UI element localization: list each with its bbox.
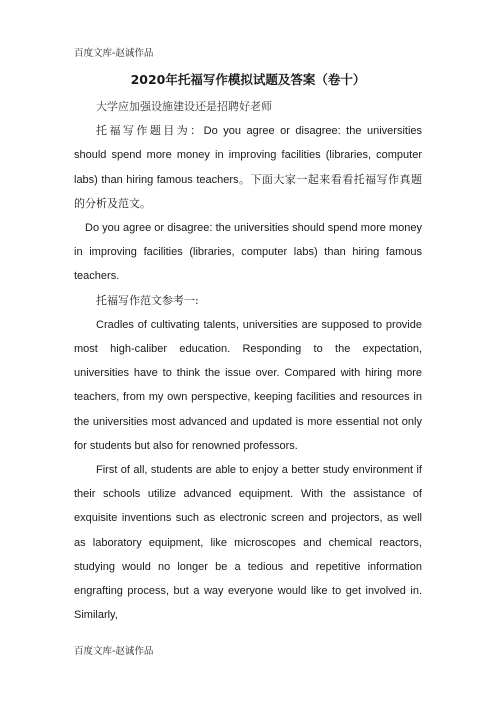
- page-header: 百度文库-赵诚作品: [74, 48, 154, 59]
- essay-paragraph-2: First of all, students are able to enjoy a better study environment if their schools utilize advanced equipment. With the assistance of exquisite inventions such as electronic screen and projectors, as well as laboratory equipment, like microscopes and chemical reactors, studying would no longer be a tedious and repetitive information engrafting process, but a way everyone would like to get involved in. Similarly,: [74, 464, 422, 622]
- subtitle: 大学应加强设施建设还是招聘好老师: [96, 100, 272, 113]
- page-footer: 百度文库-赵诚作品: [74, 646, 154, 657]
- question-paragraph: Do you agree or disagree: the universities should spend more money in improving facilities (libraries, computer labs) than hiring famous teachers.: [74, 222, 422, 283]
- essay-paragraph-1: Cradles of cultivating talents, universities are supposed to provide most high-caliber education. Responding to the expectation, universities have to think the issue over. Compared with hiring more teachers, from my own perspective, keeping facilities and resources in the universities most advanced and updated is more essential not only for students but also for renowned professors.: [74, 318, 422, 452]
- sample-heading: 托福写作范文参考一:: [96, 293, 199, 307]
- topic-prefix: 托福写作题目为：: [96, 124, 204, 138]
- document-title: 2020年托福写作模拟试题及答案（卷十）: [130, 72, 366, 87]
- topic-intro-paragraph: [74, 119, 422, 216]
- document-body: [74, 95, 422, 627]
- topic-english: Do you agree or disagree: the universities should spend more money in improving facilities (libraries, computer labs) than hiring famous teachers。: [74, 125, 423, 186]
- topic-suffix: 下面大家一起来看看托福写作真题的分析及范文。: [74, 172, 422, 210]
